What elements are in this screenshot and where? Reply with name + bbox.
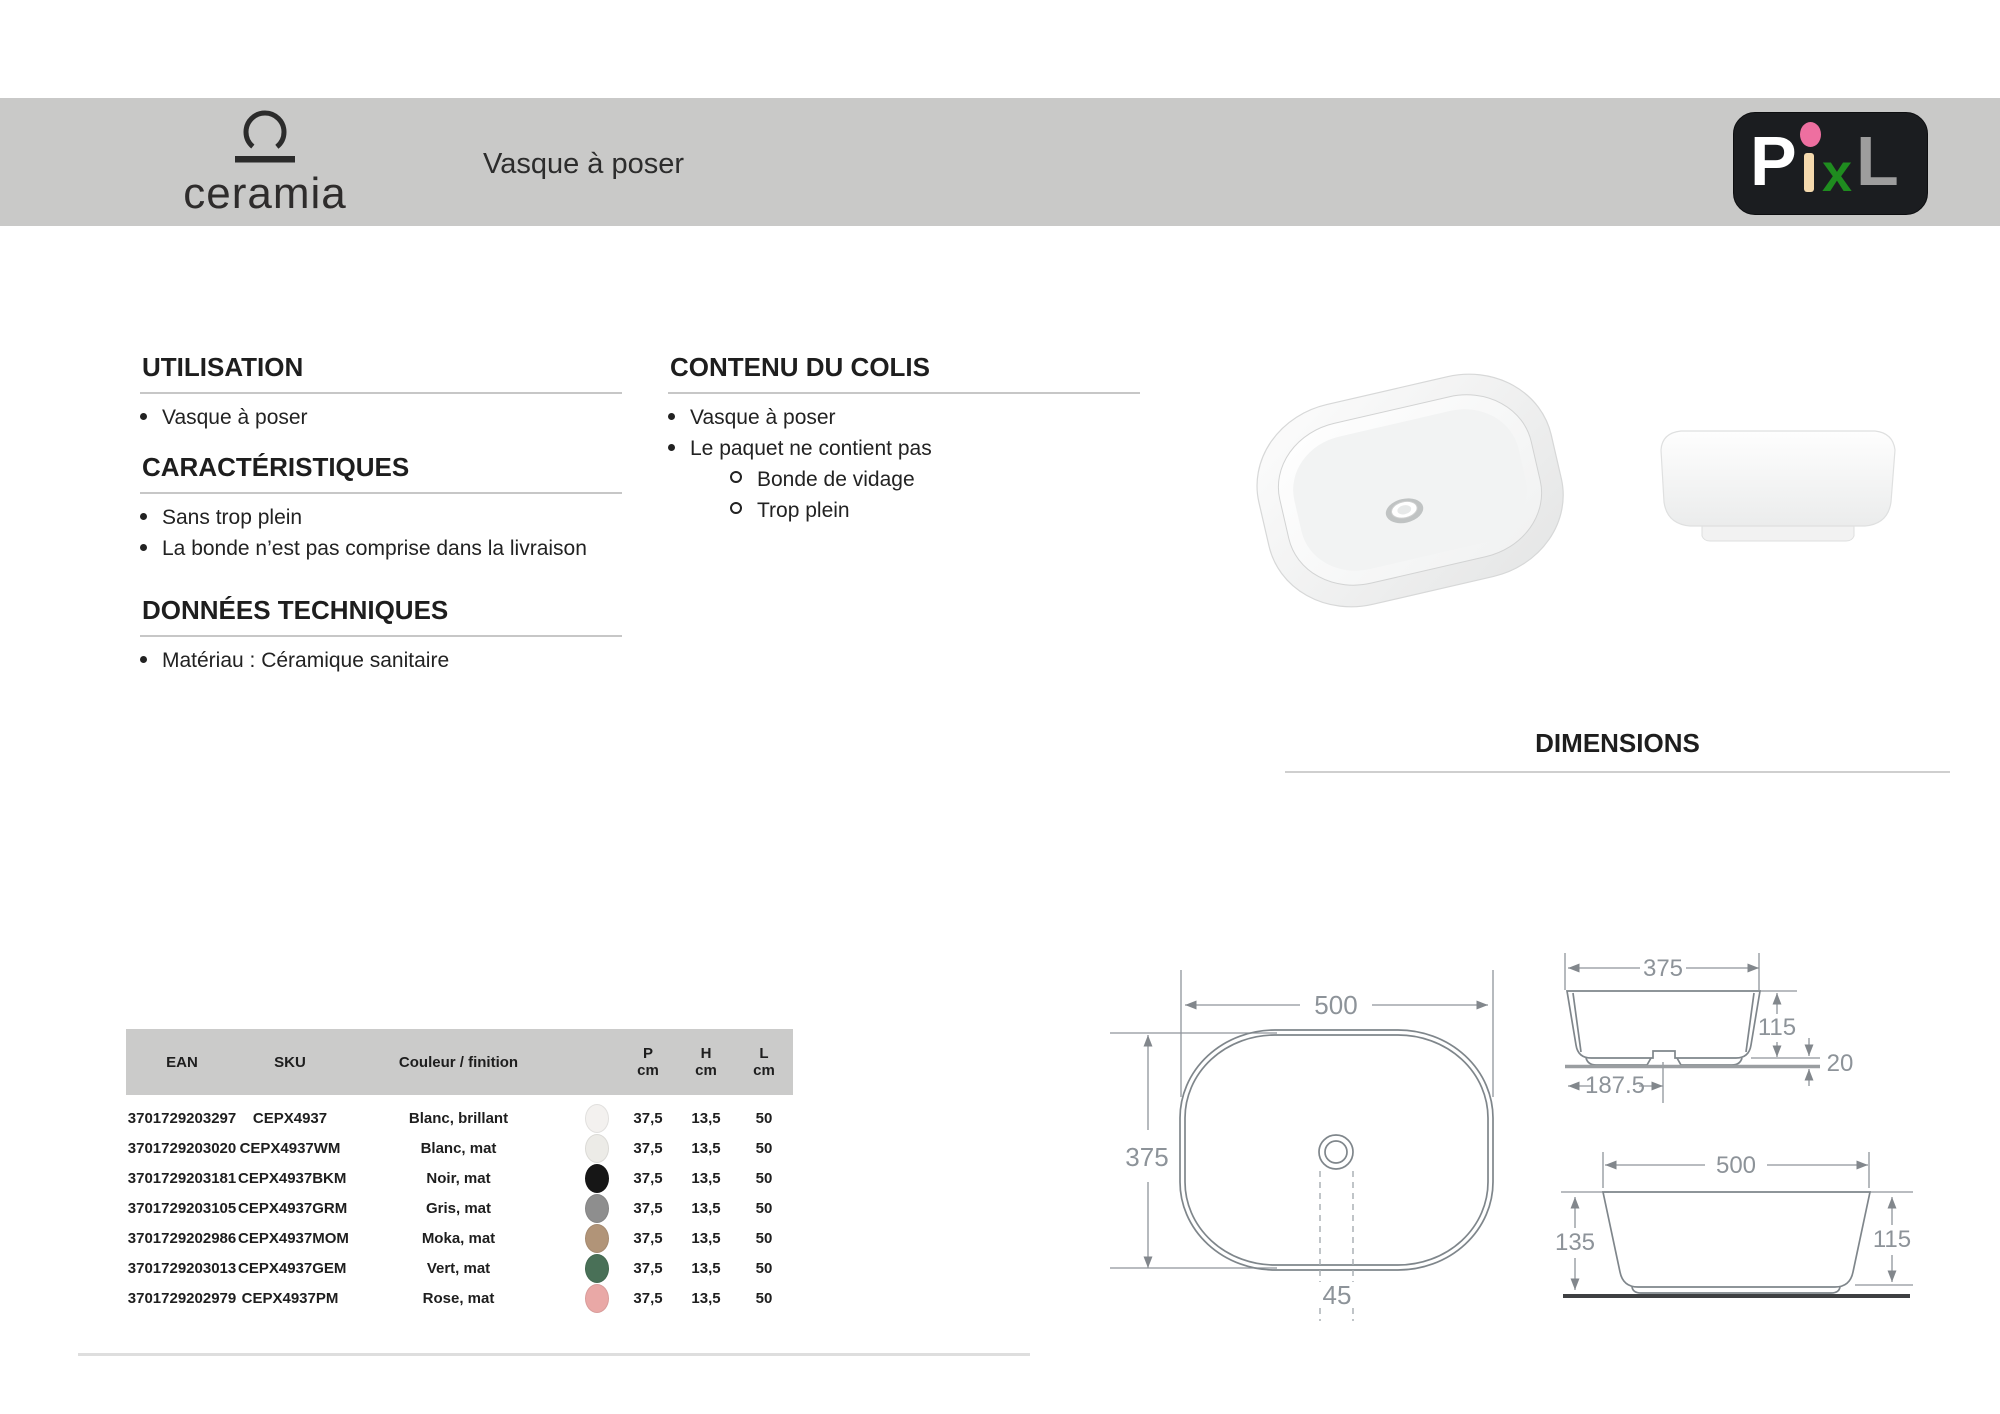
cell-h: 13,5 <box>691 1229 721 1247</box>
cell-h: 13,5 <box>691 1289 721 1307</box>
color-swatch <box>585 1284 609 1313</box>
list-item: Vasque à poser <box>668 405 1140 431</box>
bullet-icon <box>140 544 147 551</box>
sub-list-item: Bonde de vidage <box>730 467 1140 493</box>
color-swatch <box>585 1224 609 1253</box>
dim-label-width: 500 <box>1715 1152 1757 1179</box>
table-row <box>126 1283 793 1313</box>
col-header-p: P cm <box>637 1045 659 1079</box>
color-swatch <box>585 1254 609 1283</box>
col-header-h: H cm <box>695 1045 717 1079</box>
section-dimensions <box>1285 728 1950 773</box>
cell-l: 50 <box>755 1169 773 1187</box>
ceramia-basin-icon <box>233 108 297 166</box>
cell-h: 13,5 <box>691 1109 721 1127</box>
section-contenu-colis <box>668 352 1140 529</box>
cell-l: 50 <box>755 1139 773 1157</box>
cell-p: 37,5 <box>633 1229 663 1247</box>
cell-couleur: Blanc, mat <box>420 1139 497 1157</box>
cell-swatch <box>575 1284 619 1313</box>
bullet-icon <box>140 413 147 420</box>
list-item: Le paquet ne contient pas <box>668 436 1140 462</box>
cell-ean: 3701729202979 <box>127 1289 237 1307</box>
cell-ean: 3701729203013 <box>127 1259 237 1277</box>
pixl-letter-l: L <box>1856 122 1899 200</box>
section-title: UTILISATION <box>140 352 622 394</box>
bullet-list <box>140 405 622 431</box>
cell-l: 50 <box>755 1289 773 1307</box>
list-item: Matériau : Céramique sanitaire <box>140 648 622 674</box>
section-title: DIMENSIONS <box>1285 728 1950 773</box>
section-title: CARACTÉRISTIQUES <box>140 452 622 494</box>
product-photo-side <box>1645 418 1910 563</box>
footer-divider <box>78 1353 1030 1356</box>
cell-l: 50 <box>755 1199 773 1217</box>
drawing-front-view <box>1545 1130 1925 1310</box>
color-swatch <box>585 1164 609 1193</box>
dim-label-width: 500 <box>1314 990 1358 1020</box>
cell-ean: 3701729203181 <box>127 1169 237 1187</box>
cell-sku: CEPX4937GRM <box>238 1199 348 1217</box>
cell-sku: CEPX4937 <box>252 1109 328 1127</box>
cell-swatch <box>575 1164 619 1193</box>
table-row <box>126 1253 793 1283</box>
drawing-side-view <box>1555 940 1875 1115</box>
dim-label-height: 115 <box>1757 1014 1797 1041</box>
section-title: DONNÉES TECHNIQUES <box>140 595 622 637</box>
pixl-i-stem <box>1804 153 1814 192</box>
table-row <box>126 1193 793 1223</box>
cell-h: 13,5 <box>691 1259 721 1277</box>
color-swatch <box>585 1194 609 1223</box>
cell-ean: 3701729203105 <box>127 1199 237 1217</box>
cell-p: 37,5 <box>633 1289 663 1307</box>
col-header-l: L cm <box>753 1045 775 1079</box>
cell-p: 37,5 <box>633 1169 663 1187</box>
dim-label-drain: 45 <box>1322 1280 1352 1310</box>
bullet-list <box>140 648 622 674</box>
pixl-i-dot <box>1800 122 1821 147</box>
cell-couleur: Noir, mat <box>426 1169 491 1187</box>
drawing-top-view <box>1100 950 1510 1330</box>
hollow-bullet-icon <box>730 502 742 514</box>
table-header-row <box>126 1029 793 1095</box>
cell-ean: 3701729203020 <box>127 1139 237 1157</box>
cell-l: 50 <box>755 1259 773 1277</box>
pixl-letter-x: x <box>1822 143 1853 203</box>
cell-ean: 3701729203297 <box>127 1109 237 1127</box>
sub-list-item: Trop plein <box>730 498 1140 524</box>
cell-couleur: Moka, mat <box>421 1229 496 1247</box>
bullet-icon <box>668 444 675 451</box>
section-caracteristiques <box>140 452 622 567</box>
bullet-list <box>668 405 1140 462</box>
dim-label-body-height: 115 <box>1872 1226 1912 1253</box>
color-swatch <box>585 1104 609 1133</box>
table-row <box>126 1223 793 1253</box>
dim-label-total-height: 135 <box>1554 1229 1596 1256</box>
cell-couleur: Gris, mat <box>425 1199 492 1217</box>
col-header-couleur: Couleur / finition <box>398 1053 519 1071</box>
cell-p: 37,5 <box>633 1109 663 1127</box>
col-header-sku: SKU <box>274 1053 306 1071</box>
cell-couleur: Blanc, brillant <box>408 1109 509 1127</box>
bullet-icon <box>140 513 147 520</box>
col-header-ean: EAN <box>166 1053 198 1071</box>
variants-table <box>126 1029 793 1313</box>
cell-sku: CEPX4937GEM <box>238 1259 347 1277</box>
pixl-logo <box>1733 112 1928 215</box>
cell-h: 13,5 <box>691 1169 721 1187</box>
cell-swatch <box>575 1194 619 1223</box>
cell-h: 13,5 <box>691 1199 721 1217</box>
dim-label-half-width: 187.5 <box>1584 1072 1646 1099</box>
section-title: CONTENU DU COLIS <box>668 352 1140 394</box>
brand-name: ceramia <box>183 169 347 218</box>
cell-p: 37,5 <box>633 1259 663 1277</box>
cell-swatch <box>575 1134 619 1163</box>
cell-ean: 3701729202986 <box>127 1229 237 1247</box>
pixl-letter-p: P <box>1750 122 1797 200</box>
dim-label-ledge: 20 <box>1826 1050 1854 1077</box>
color-swatch <box>585 1134 609 1163</box>
cell-sku: CEPX4937BKM <box>238 1169 347 1187</box>
bullet-list <box>140 505 622 562</box>
table-row <box>126 1163 793 1193</box>
dim-label-width: 375 <box>1642 955 1684 982</box>
cell-h: 13,5 <box>691 1139 721 1157</box>
cell-couleur: Vert, mat <box>426 1259 491 1277</box>
cell-sku: CEPX4937WM <box>239 1139 341 1157</box>
section-utilisation <box>140 352 622 436</box>
table-body <box>126 1103 793 1313</box>
cell-swatch <box>575 1104 619 1133</box>
list-item: Sans trop plein <box>140 505 622 531</box>
cell-swatch <box>575 1224 619 1253</box>
list-item: Vasque à poser <box>140 405 622 431</box>
hollow-bullet-icon <box>730 471 742 483</box>
section-donnees-techniques <box>140 595 622 679</box>
cell-sku: CEPX4937MOM <box>238 1229 349 1247</box>
sub-bullet-list <box>730 467 1140 524</box>
page-title: Vasque à poser <box>483 148 684 180</box>
cell-sku: CEPX4937PM <box>241 1289 339 1307</box>
cell-l: 50 <box>755 1229 773 1247</box>
product-photo-perspective <box>1238 370 1583 610</box>
table-row <box>126 1103 793 1133</box>
dim-label-depth: 375 <box>1125 1142 1169 1172</box>
cell-couleur: Rose, mat <box>422 1289 495 1307</box>
bullet-icon <box>668 413 675 420</box>
cell-p: 37,5 <box>633 1139 663 1157</box>
cell-l: 50 <box>755 1109 773 1127</box>
cell-swatch <box>575 1254 619 1283</box>
bullet-icon <box>140 656 147 663</box>
table-row <box>126 1133 793 1163</box>
list-item: La bonde n’est pas comprise dans la livraison <box>140 536 622 562</box>
cell-p: 37,5 <box>633 1199 663 1217</box>
brand-logo <box>150 108 380 216</box>
